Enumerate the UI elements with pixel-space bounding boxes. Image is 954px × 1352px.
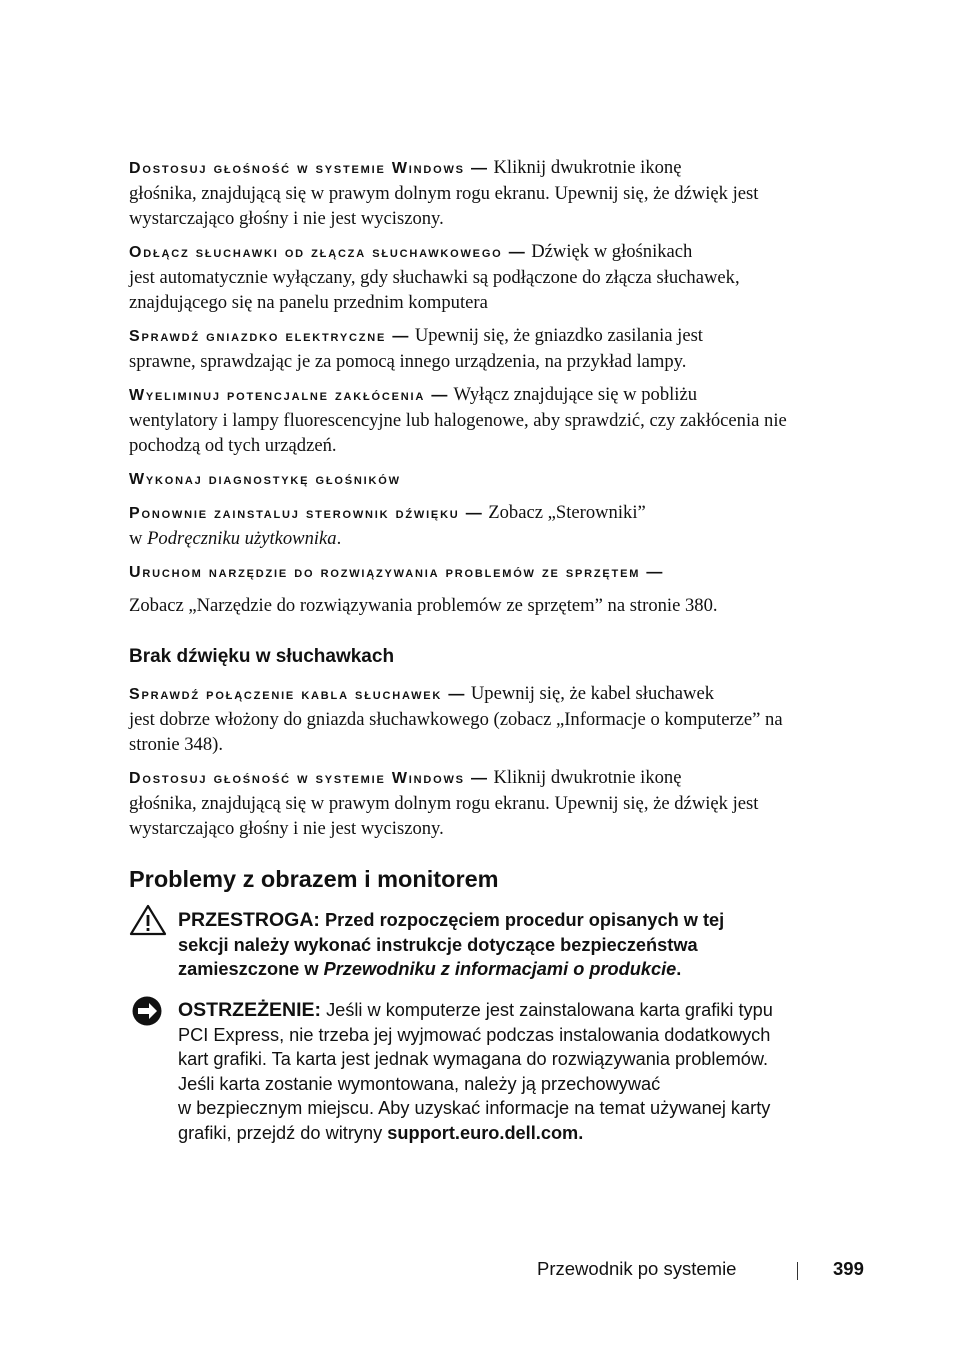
item-text: głośnika, znajdującą się w prawym dolnym rogu ekranu. Upewnij się, że dźwięk jest (129, 793, 759, 814)
footer-title: Przewodnik po systemie (537, 1258, 737, 1279)
item-text: stronie 348). (129, 734, 223, 755)
item-heading: Dostosuj głośność w systemie Windows — (129, 160, 489, 177)
item-text: znajdującego się na panelu przednim komputera (129, 292, 488, 313)
item-heading: Uruchom narzędzie do rozwiązywania problemów ze sprzętem — (129, 564, 665, 581)
item-text: jest dobrze włożony do gniazda słuchawkowego (zobacz „Informacje o komputerze” na (129, 709, 783, 730)
notice-circle-icon (131, 995, 163, 1027)
item-text: wentylatory i lampy fluorescencyjne lub halogenowe, aby sprawdzić, czy zakłócenia nie (129, 410, 787, 431)
item-text: Zobacz „Narzędzie do rozwiązywania problemów ze sprzętem” na stronie 380. (129, 595, 718, 616)
item-heading: Odłącz słuchawki od złącza słuchawkowego — (129, 244, 527, 261)
caution-note: PRZESTROGA: Przed rozpoczęciem procedur opisanych w tej sekcji należy wykonać instrukcje dotyczące bezpieczeństwa zamieszczone w Przewodniku z informacjami o produkcie. (178, 909, 725, 980)
notice-note: OSTRZEŻENIE: Jeśli w komputerze jest zainstalowana karta grafiki typu PCI Express, nie trzeba jej wyjmować podczas instalowania dodatkowych kart grafiki. Ta karta jest jednak wymagana do rozwiązywania problemów. Jeśli karta zostanie wymontowana, należy ją przechowywać w bezpiecznym miejscu. Aby uzyskać informacje na temat używanej karty grafiki, przejdź do witryny support.euro.dell.com. (178, 999, 773, 1143)
item-text: Kliknij dwukrotnie ikonę (493, 157, 682, 178)
troubleshoot-item-headphones (129, 239, 855, 315)
item-text: Upewnij się, że kabel słuchawek (470, 683, 715, 704)
troubleshoot-item-headphone-cable (129, 681, 855, 757)
warning-triangle-icon (129, 904, 167, 936)
page-heading-display-problems: Problemy z obrazem i monitorem (129, 866, 499, 892)
section-title-headphones: Brak dźwięku w słuchawkach (129, 646, 395, 667)
caution-label: PRZESTROGA: (178, 909, 320, 931)
troubleshoot-item-outlet (129, 323, 855, 374)
item-heading: Wykonaj diagnostykę głośników (129, 471, 401, 488)
item-text: w (129, 528, 148, 549)
item-text: Kliknij dwukrotnie ikonę (493, 767, 682, 788)
item-text: Zobacz „Sterowniki” (488, 502, 646, 523)
troubleshoot-item-interference (129, 382, 855, 458)
support-link: support.euro.dell.com. (387, 1122, 584, 1143)
troubleshoot-item-diagnostics (129, 466, 855, 492)
item-heading: Ponownie zainstaluj sterownik dźwięku — (129, 505, 484, 522)
troubleshoot-item-volume-headphones (129, 765, 855, 841)
item-heading: Wyeliminuj potencjalne zakłócenia — (129, 387, 450, 404)
troubleshoot-item-volume (129, 155, 855, 231)
page-number: 399 (833, 1258, 864, 1279)
troubleshoot-trailing-text (129, 593, 855, 618)
item-text: Wyłącz znajdujące się w pobliżu (453, 384, 698, 405)
item-text: jest automatycznie wyłączany, gdy słuchawki są podłączone do złącza słuchawek, (129, 267, 740, 288)
footer-separator (797, 1262, 798, 1280)
item-heading: Sprawdź połączenie kabla słuchawek — (129, 686, 467, 703)
troubleshoot-item-hardware-troubleshooter (129, 559, 855, 585)
manual-title: Podręczniku użytkownika (147, 528, 337, 549)
item-heading: Sprawdź gniazdko elektryczne — (129, 328, 411, 345)
item-text: sprawne, sprawdzając je za pomocą innego urządzenia, na przykład lampy. (129, 351, 687, 372)
item-heading: Dostosuj głośność w systemie Windows — (129, 770, 489, 787)
item-text: wystarczająco głośny i nie jest wyciszony. (129, 208, 444, 229)
notice-label: OSTRZEŻENIE: (178, 999, 322, 1021)
item-text: Upewnij się, że gniazdko zasilania jest (414, 325, 703, 346)
item-text: wystarczająco głośny i nie jest wyciszony. (129, 818, 444, 839)
troubleshoot-item-driver: Ponownie zainstaluj sterownik dźwięku — Zobacz „Sterowniki” w Podręczniku użytkownika. (129, 502, 646, 549)
item-text: głośnika, znajdującą się w prawym dolnym rogu ekranu. Upewnij się, że dźwięk jest (129, 183, 759, 204)
item-text: pochodzą od tych urządzeń. (129, 435, 337, 456)
item-text: Dźwięk w głośnikach (531, 241, 693, 262)
product-info-guide-title: Przewodniku z informacjami o produkcie (323, 959, 677, 980)
